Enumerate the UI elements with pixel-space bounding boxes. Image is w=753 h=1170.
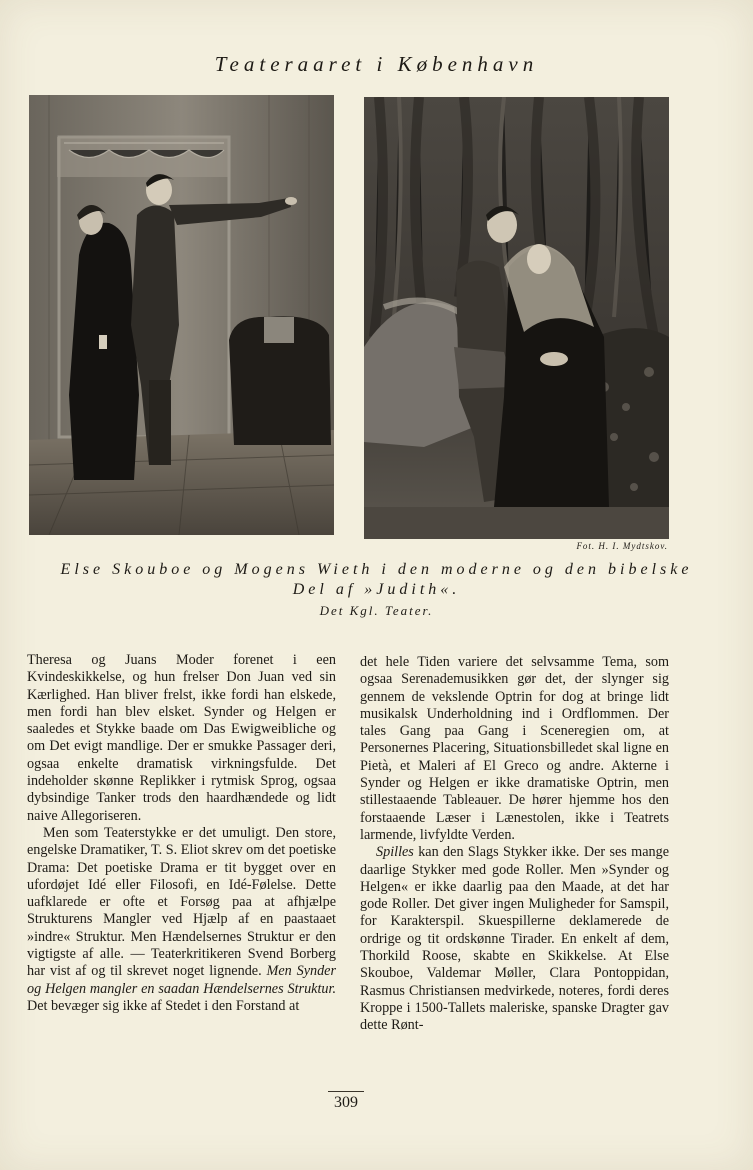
photo-left (29, 95, 334, 535)
photo-caption (0, 560, 753, 622)
paragraph-text: kan den Slags Stykker ikke. Der ses mange daarlige Stykker med gode Roller. Men »Synder og Helgen« er ikke daarlig paa den Maade, at det har gode Roller. Det giver ingen Muligheder for Samspil, for Karakterspil. Skuespillerne deklamerede de ordrige og tit ordskønne Tirader. En enkelt af dem, Thorkild Roose, skabte en Skikkelse. At Else Skouboe, Valdemar Møller, Clara Pontoppidan, Rasmus Christiansen medvirkede, noteres, fordi deres Kroppe i 1500-Tallets maleriske, spanske Dragter gav dette Rønt- (360, 844, 669, 1034)
paragraph: Theresa og Juans Moder forenet i een Kvindeskikkelse, og hun frelser Don Juan ved sin Kærlighed. Han bliver frelst, ikke fordi han elskede, men fordi han blev elsket. Synder og Helgen er saaledes et Stykke baade om Das Ewigweibliche og om Det evigt mandlige. Der er smukke Passager deri, ogsaa enkelte dramatisk virkningsfulde. Det indeholder skønne Replikker i rytmisk Sprog, ogsaa dybsindige Tanker trods den haardhændede og lidt naive Allegoriseren. (27, 652, 336, 824)
photo-right-image (364, 97, 669, 539)
caption-line-1: Else Skouboe og Mogens Wieth i den moderne og den bibelske (60, 561, 693, 578)
paragraph (27, 825, 336, 1015)
folio-rule (328, 1091, 364, 1092)
paragraph (360, 844, 669, 1034)
italic-quote: Men Synder og Helgen mangler en saadan Hændelsernes Struktur. (27, 963, 336, 997)
italic-word: Spilles (376, 844, 414, 861)
photo-credit: Fot. H. I. Mydtskov. (576, 541, 668, 551)
paragraph-text: Det bevæger sig ikke af Stedet i den Forstand at (27, 997, 300, 1014)
running-head: Teateraaret i København (214, 52, 539, 76)
photo-left-image (29, 95, 334, 535)
caption-line-2: Del af »Judith«. (292, 581, 461, 598)
paragraph-text: Men som Teaterstykke er det umuligt. Den store, engelske Dramatiker, T. S. Eliot skrev om det poetiske Drama: Det poetiske Drama er tit bygget over en ufordøjet Idé eller Filosofi, en Idé-Følelse. Dette uafklarede er ofte et Forsøg paa at afhjælpe Strukturens Mangler ved Hjælp af en paastaaet »indre« Struktur. Men Hændelsernes Struktur er den vigtigste af alle. — Teaterkritikeren Svend Borberg har vist af og til skrevet noget lignende. (27, 824, 336, 980)
text-column-left (27, 652, 336, 1015)
text-column-right (360, 654, 669, 1035)
caption-line-3: Det Kgl. Teater. (319, 603, 434, 618)
paragraph: det hele Tiden variere det selvsamme Tema, som ogsaa Serenademusikken gør det, der slynger sig gennem de vekslende Optrin for dog at bringe lidt musikalsk Underholdning ind i Ordflommen. Der tales Gang paa Gang i Sceneregien om, at Personernes Placering, Situationsbilledet skal ligne en Pietà, et Maleri af El Greco og andre. Akterne i Synder og Helgen er ikke dramatiske Optrin, men stillestaaende Tableauer. De hører hjemme hos den forstaaende Læser i Lænestolen, ikke i Teatrets larmende, livfyldte Verden. (360, 654, 669, 843)
photo-right (364, 97, 669, 539)
page-number: 309 (334, 1094, 358, 1111)
